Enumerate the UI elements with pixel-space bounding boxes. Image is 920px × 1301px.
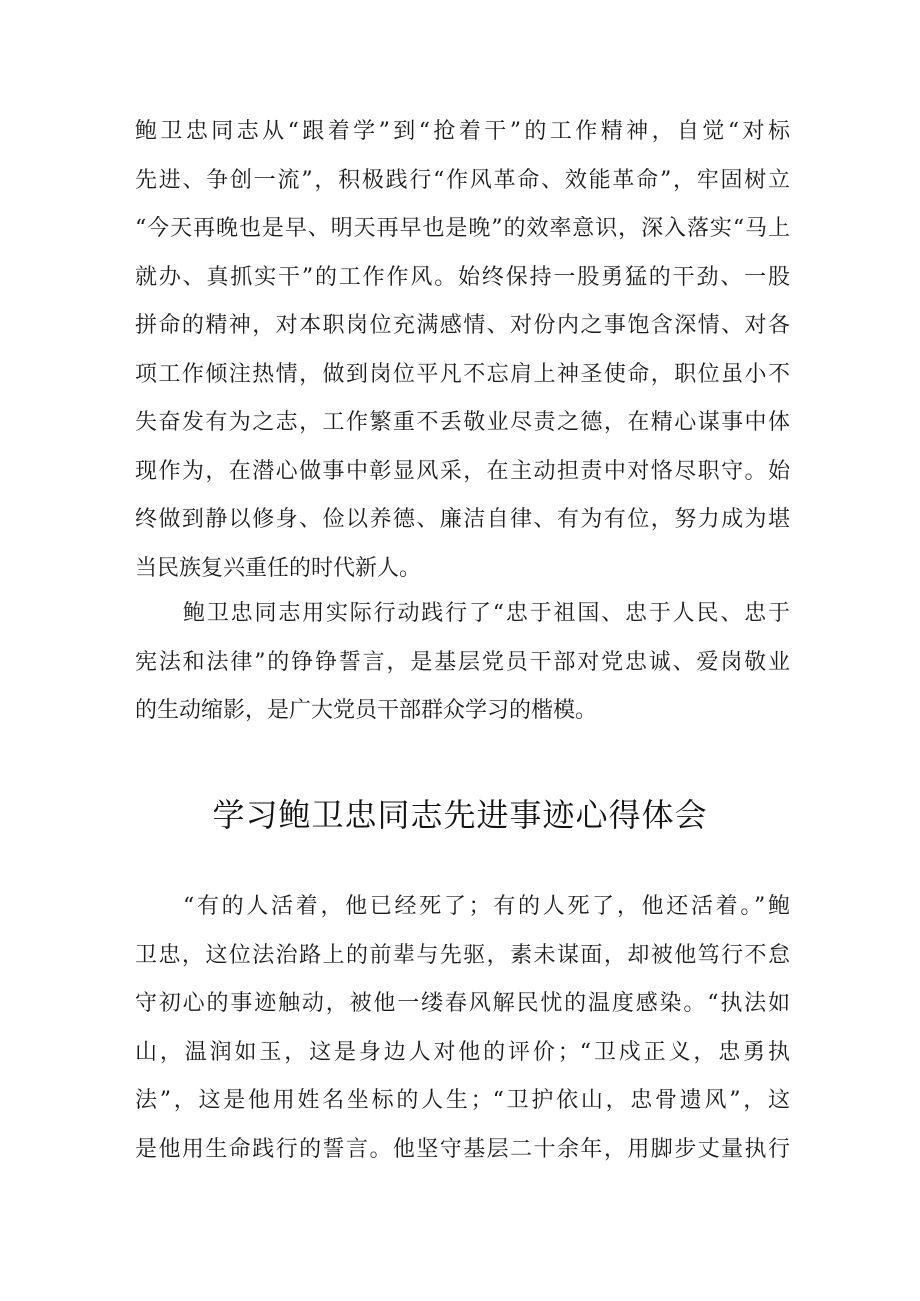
paragraph-1-line: 拼命的精神，对本职岗位充满感情、对份内之事饱含深情、对各 xyxy=(135,313,790,338)
paragraph-3 xyxy=(135,883,790,1174)
paragraph-3-line: 法”，这是他用姓名坐标的人生；“卫护依山，忠骨遗风”，这 xyxy=(135,1088,790,1113)
paragraph-1-line: 现作为，在潜心做事中彰显风采，在主动担责中对恪尽职守。始 xyxy=(135,458,790,484)
paragraph-2 xyxy=(135,590,790,736)
paragraph-3-line: “有的人活着，他已经死了；有的人死了，他还活着。”鲍 xyxy=(183,894,790,919)
paragraph-1-line: 当民族复兴重任的时代新人。 xyxy=(135,555,422,581)
paragraph-1-line: 鲍卫忠同志从“跟着学”到“抢着干”的工作精神，自觉“对标 xyxy=(135,119,790,144)
paragraph-1-line: 先进、争创一流”，积极践行“作风革命、效能革命”，牢固树立 xyxy=(135,167,790,193)
paragraph-1-line: 失奋发有为之志，工作繁重不丢敬业尽责之德，在精心谋事中体 xyxy=(135,410,790,435)
paragraph-1-line: 终做到静以修身、俭以养德、廉洁自律、有为有位，努力成为堪 xyxy=(135,507,790,532)
paragraph-3-line: 是他用生命践行的誓言。他坚守基层二十余年，用脚步丈量执行 xyxy=(135,1136,790,1162)
paragraph-1 xyxy=(135,108,790,593)
paragraph-1-line: 项工作倾注热情，做到岗位平凡不忘肩上神圣使命，职位虽小不 xyxy=(135,361,790,387)
paragraph-2-line: 的生动缩影，是广大党员干部群众学习的楷模。 xyxy=(135,698,598,723)
paragraph-1-line: 就办、真抓实干”的工作作风。始终保持一股勇猛的干劲、一股 xyxy=(135,264,790,290)
paragraph-1-line: “今天再晚也是早、明天再早也是晚”的效率意识，深入落实“马上 xyxy=(135,216,790,241)
paragraph-2-line: 鲍卫忠同志用实际行动践行了“忠于祖国、忠于人民、忠于 xyxy=(183,601,790,626)
paragraph-2-line: 宪法和法律”的铮铮誓言，是基层党员干部对党忠诚、爱岗敬业 xyxy=(135,649,790,675)
paragraph-3-line: 卫忠，这位法治路上的前辈与先驱，素未谋面，却被他笃行不怠 xyxy=(135,942,790,968)
paragraph-3-line: 守初心的事迹触动，被他一缕春风解民忧的温度感染。“执法如 xyxy=(135,991,790,1016)
paragraph-3-line: 山，温润如玉，这是身边人对他的评价；“卫戍正义，忠勇执 xyxy=(135,1039,790,1065)
section-heading: 学习鲍卫忠同志先进事迹心得体会 xyxy=(212,796,708,834)
